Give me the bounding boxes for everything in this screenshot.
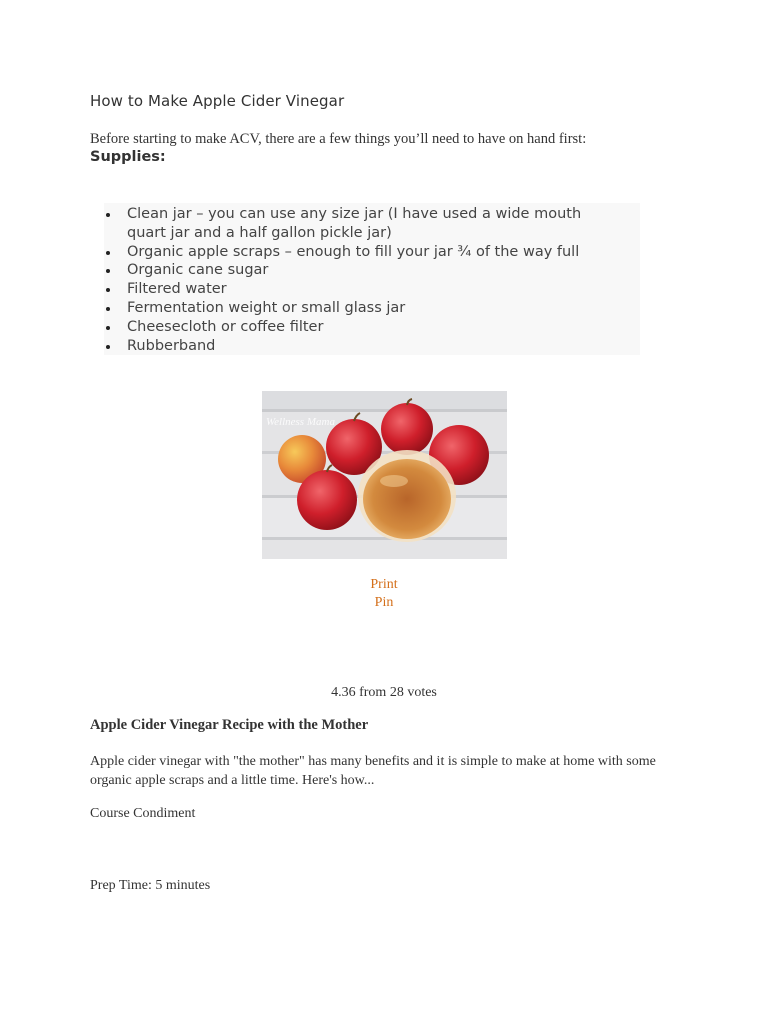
supplies-heading: Supplies: [90, 149, 166, 165]
intro-text: Before starting to make ACV, there are a few things you’ll need to have on hand first: [90, 131, 587, 147]
recipe-summary: Apple cider vinegar with "the mother" has many benefits and it is simple to make at home with some organic apple scraps and a little time. Here's how... [90, 754, 656, 788]
supplies-list [104, 203, 640, 355]
print-link[interactable]: Print [370, 577, 398, 592]
recipe-title: Apple Cider Vinegar Recipe with the Mother [90, 717, 369, 733]
article-heading: How to Make Apple Cider Vinegar [90, 92, 345, 110]
photo-watermark: Wellness Mama [266, 416, 335, 428]
pin-link[interactable]: Pin [374, 595, 394, 610]
course-info: Course Condiment [90, 806, 196, 821]
apples-and-vinegar-bowl-image [262, 391, 507, 559]
supply-item: Organic cane sugar [104, 261, 640, 280]
supply-item: Organic apple scraps – enough to fill your jar ¾ of the way full [104, 243, 640, 262]
supplies-box [104, 203, 640, 355]
supply-item: Filtered water [104, 280, 640, 299]
prep-time: Prep Time: 5 minutes [90, 878, 211, 893]
supply-item: Clean jar – you can use any size jar (I have used a wide mouth quart jar and a half gallon pickle jar) [104, 205, 640, 243]
apple-cider-vinegar-photo [262, 391, 507, 559]
rating-text: 4.36 from 28 votes [331, 685, 437, 700]
supply-item: Rubberband [104, 337, 640, 356]
supply-item: Fermentation weight or small glass jar [104, 299, 640, 318]
supply-item: Cheesecloth or coffee filter [104, 318, 640, 337]
